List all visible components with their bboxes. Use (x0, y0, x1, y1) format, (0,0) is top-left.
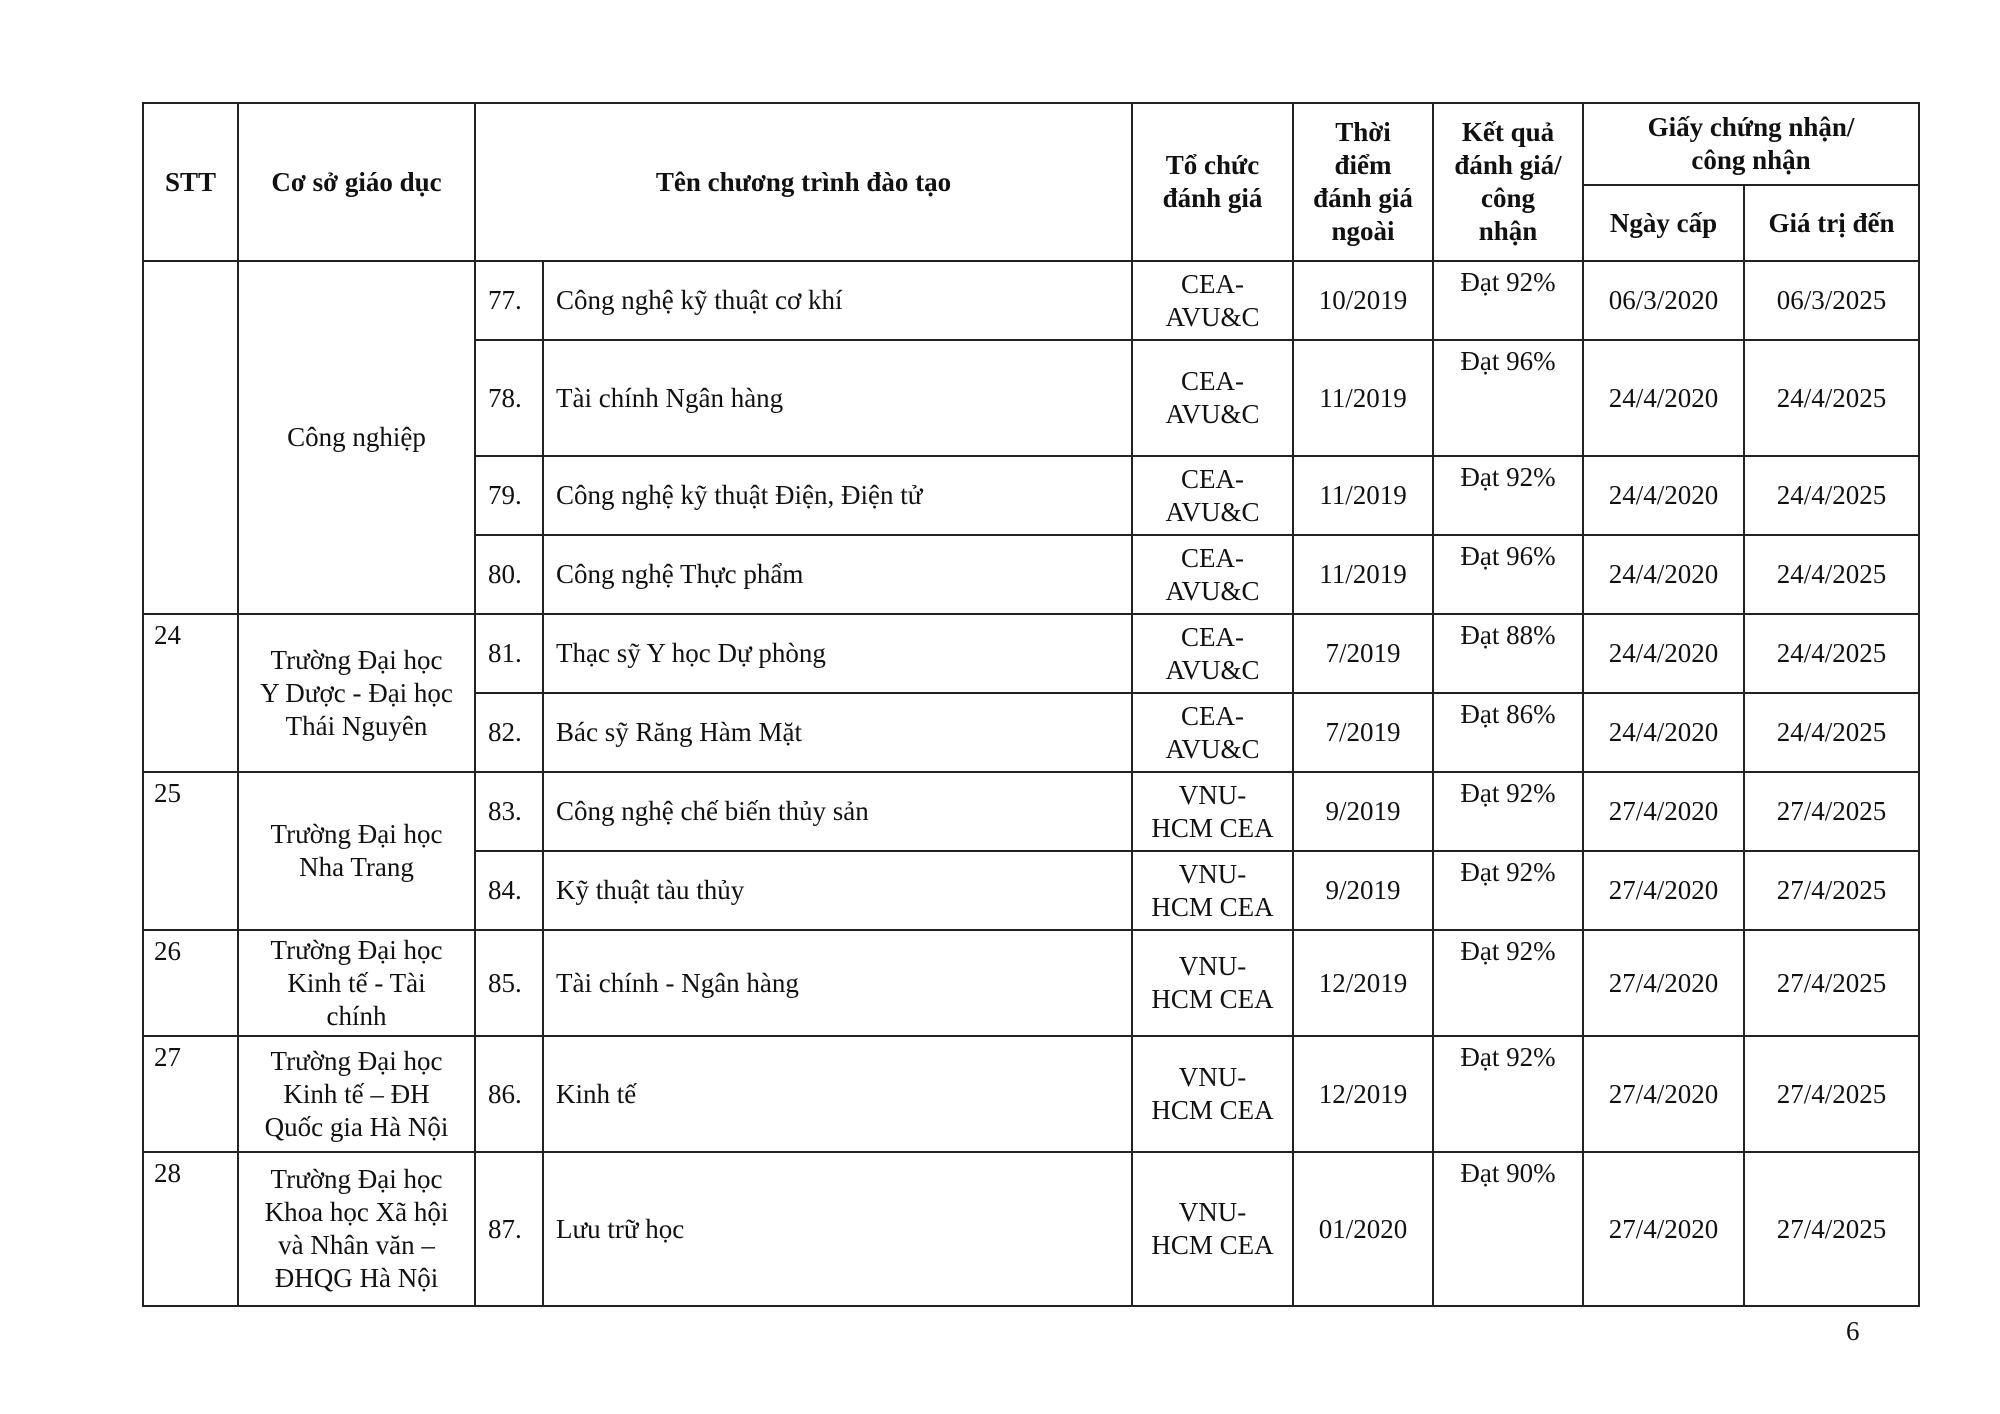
valid-until-date: 06/3/2025 (1744, 261, 1919, 340)
header-valid-until: Giá trị đến (1744, 185, 1919, 261)
row-number: 86. (475, 1036, 543, 1152)
result-cell: Đạt 92% (1433, 456, 1583, 535)
program-name: Công nghệ Thực phẩm (543, 535, 1132, 614)
institution-cell: Trường Đại học Kinh tế - Tài chính (238, 930, 475, 1036)
stt-cell (143, 261, 238, 614)
program-name: Kinh tế (543, 1036, 1132, 1152)
organization-cell: CEA- AVU&C (1132, 340, 1293, 456)
institution-cell: Trường Đại học Khoa học Xã hội và Nhân văn – ĐHQG Hà Nội (238, 1152, 475, 1306)
evaluation-time: 11/2019 (1293, 535, 1433, 614)
stt-cell: 24 (143, 614, 238, 772)
header-program: Tên chương trình đào tạo (475, 103, 1132, 261)
table-row (143, 1152, 1919, 1306)
issue-date: 06/3/2020 (1583, 261, 1744, 340)
program-name: Công nghệ kỹ thuật Điện, Điện tử (543, 456, 1132, 535)
valid-until-date: 24/4/2025 (1744, 693, 1919, 772)
issue-date: 24/4/2020 (1583, 614, 1744, 693)
row-number: 82. (475, 693, 543, 772)
stt-cell: 27 (143, 1036, 238, 1152)
accreditation-table (142, 102, 1920, 1307)
table-row (143, 261, 1919, 340)
organization-cell: CEA- AVU&C (1132, 261, 1293, 340)
institution-cell: Trường Đại học Nha Trang (238, 772, 475, 930)
program-name: Kỹ thuật tàu thủy (543, 851, 1132, 930)
program-name: Công nghệ chế biến thủy sản (543, 772, 1132, 851)
row-number: 81. (475, 614, 543, 693)
evaluation-time: 12/2019 (1293, 930, 1433, 1036)
valid-until-date: 24/4/2025 (1744, 614, 1919, 693)
issue-date: 27/4/2020 (1583, 1152, 1744, 1306)
row-number: 78. (475, 340, 543, 456)
organization-cell: VNU- HCM CEA (1132, 1036, 1293, 1152)
organization-cell: VNU- HCM CEA (1132, 851, 1293, 930)
stt-cell: 26 (143, 930, 238, 1036)
result-cell: Đạt 88% (1433, 614, 1583, 693)
organization-cell: CEA- AVU&C (1132, 535, 1293, 614)
valid-until-date: 24/4/2025 (1744, 456, 1919, 535)
header-certificate: Giấy chứng nhận/ công nhận (1583, 103, 1919, 185)
issue-date: 24/4/2020 (1583, 340, 1744, 456)
valid-until-date: 24/4/2025 (1744, 535, 1919, 614)
valid-until-date: 27/4/2025 (1744, 772, 1919, 851)
evaluation-time: 12/2019 (1293, 1036, 1433, 1152)
row-number: 84. (475, 851, 543, 930)
valid-until-date: 24/4/2025 (1744, 340, 1919, 456)
header-issue-date: Ngày cấp (1583, 185, 1744, 261)
result-cell: Đạt 92% (1433, 261, 1583, 340)
evaluation-time: 11/2019 (1293, 456, 1433, 535)
organization-cell: CEA- AVU&C (1132, 456, 1293, 535)
row-number: 83. (475, 772, 543, 851)
institution-cell: Trường Đại học Y Dược - Đại học Thái Nguyên (238, 614, 475, 772)
issue-date: 27/4/2020 (1583, 930, 1744, 1036)
header-row-top (143, 103, 1919, 185)
table-row (143, 614, 1919, 693)
header-institution: Cơ sở giáo dục (238, 103, 475, 261)
organization-cell: CEA- AVU&C (1132, 693, 1293, 772)
row-number: 85. (475, 930, 543, 1036)
evaluation-time: 01/2020 (1293, 1152, 1433, 1306)
institution-cell: Công nghiệp (238, 261, 475, 614)
evaluation-time: 9/2019 (1293, 772, 1433, 851)
header-stt: STT (143, 103, 238, 261)
valid-until-date: 27/4/2025 (1744, 1152, 1919, 1306)
result-cell: Đạt 92% (1433, 930, 1583, 1036)
header-organization: Tổ chức đánh giá (1132, 103, 1293, 261)
organization-cell: VNU- HCM CEA (1132, 1152, 1293, 1306)
evaluation-time: 11/2019 (1293, 340, 1433, 456)
program-name: Tài chính Ngân hàng (543, 340, 1132, 456)
table-row (143, 1036, 1919, 1152)
issue-date: 24/4/2020 (1583, 535, 1744, 614)
table-row (143, 930, 1919, 1036)
table-row (143, 772, 1919, 851)
issue-date: 24/4/2020 (1583, 693, 1744, 772)
evaluation-time: 7/2019 (1293, 693, 1433, 772)
issue-date: 27/4/2020 (1583, 1036, 1744, 1152)
issue-date: 24/4/2020 (1583, 456, 1744, 535)
page-number: 6 (1846, 1316, 1860, 1346)
result-cell: Đạt 90% (1433, 1152, 1583, 1306)
organization-cell: CEA- AVU&C (1132, 614, 1293, 693)
program-name: Công nghệ kỹ thuật cơ khí (543, 261, 1132, 340)
valid-until-date: 27/4/2025 (1744, 851, 1919, 930)
evaluation-time: 10/2019 (1293, 261, 1433, 340)
row-number: 77. (475, 261, 543, 340)
evaluation-time: 7/2019 (1293, 614, 1433, 693)
result-cell: Đạt 92% (1433, 772, 1583, 851)
program-name: Bác sỹ Răng Hàm Mặt (543, 693, 1132, 772)
result-cell: Đạt 96% (1433, 340, 1583, 456)
organization-cell: VNU- HCM CEA (1132, 930, 1293, 1036)
stt-cell: 28 (143, 1152, 238, 1306)
stt-cell: 25 (143, 772, 238, 930)
institution-cell: Trường Đại học Kinh tế – ĐH Quốc gia Hà Nội (238, 1036, 475, 1152)
program-name: Lưu trữ học (543, 1152, 1132, 1306)
table-body (143, 261, 1919, 1306)
header-time: Thời điểm đánh giá ngoài (1293, 103, 1433, 261)
program-name: Tài chính - Ngân hàng (543, 930, 1132, 1036)
row-number: 80. (475, 535, 543, 614)
row-number: 87. (475, 1152, 543, 1306)
issue-date: 27/4/2020 (1583, 851, 1744, 930)
valid-until-date: 27/4/2025 (1744, 1036, 1919, 1152)
result-cell: Đạt 92% (1433, 851, 1583, 930)
result-cell: Đạt 92% (1433, 1036, 1583, 1152)
evaluation-time: 9/2019 (1293, 851, 1433, 930)
valid-until-date: 27/4/2025 (1744, 930, 1919, 1036)
program-name: Thạc sỹ Y học Dự phòng (543, 614, 1132, 693)
row-number: 79. (475, 456, 543, 535)
result-cell: Đạt 96% (1433, 535, 1583, 614)
organization-cell: VNU- HCM CEA (1132, 772, 1293, 851)
header-result: Kết quả đánh giá/ công nhận (1433, 103, 1583, 261)
result-cell: Đạt 86% (1433, 693, 1583, 772)
issue-date: 27/4/2020 (1583, 772, 1744, 851)
